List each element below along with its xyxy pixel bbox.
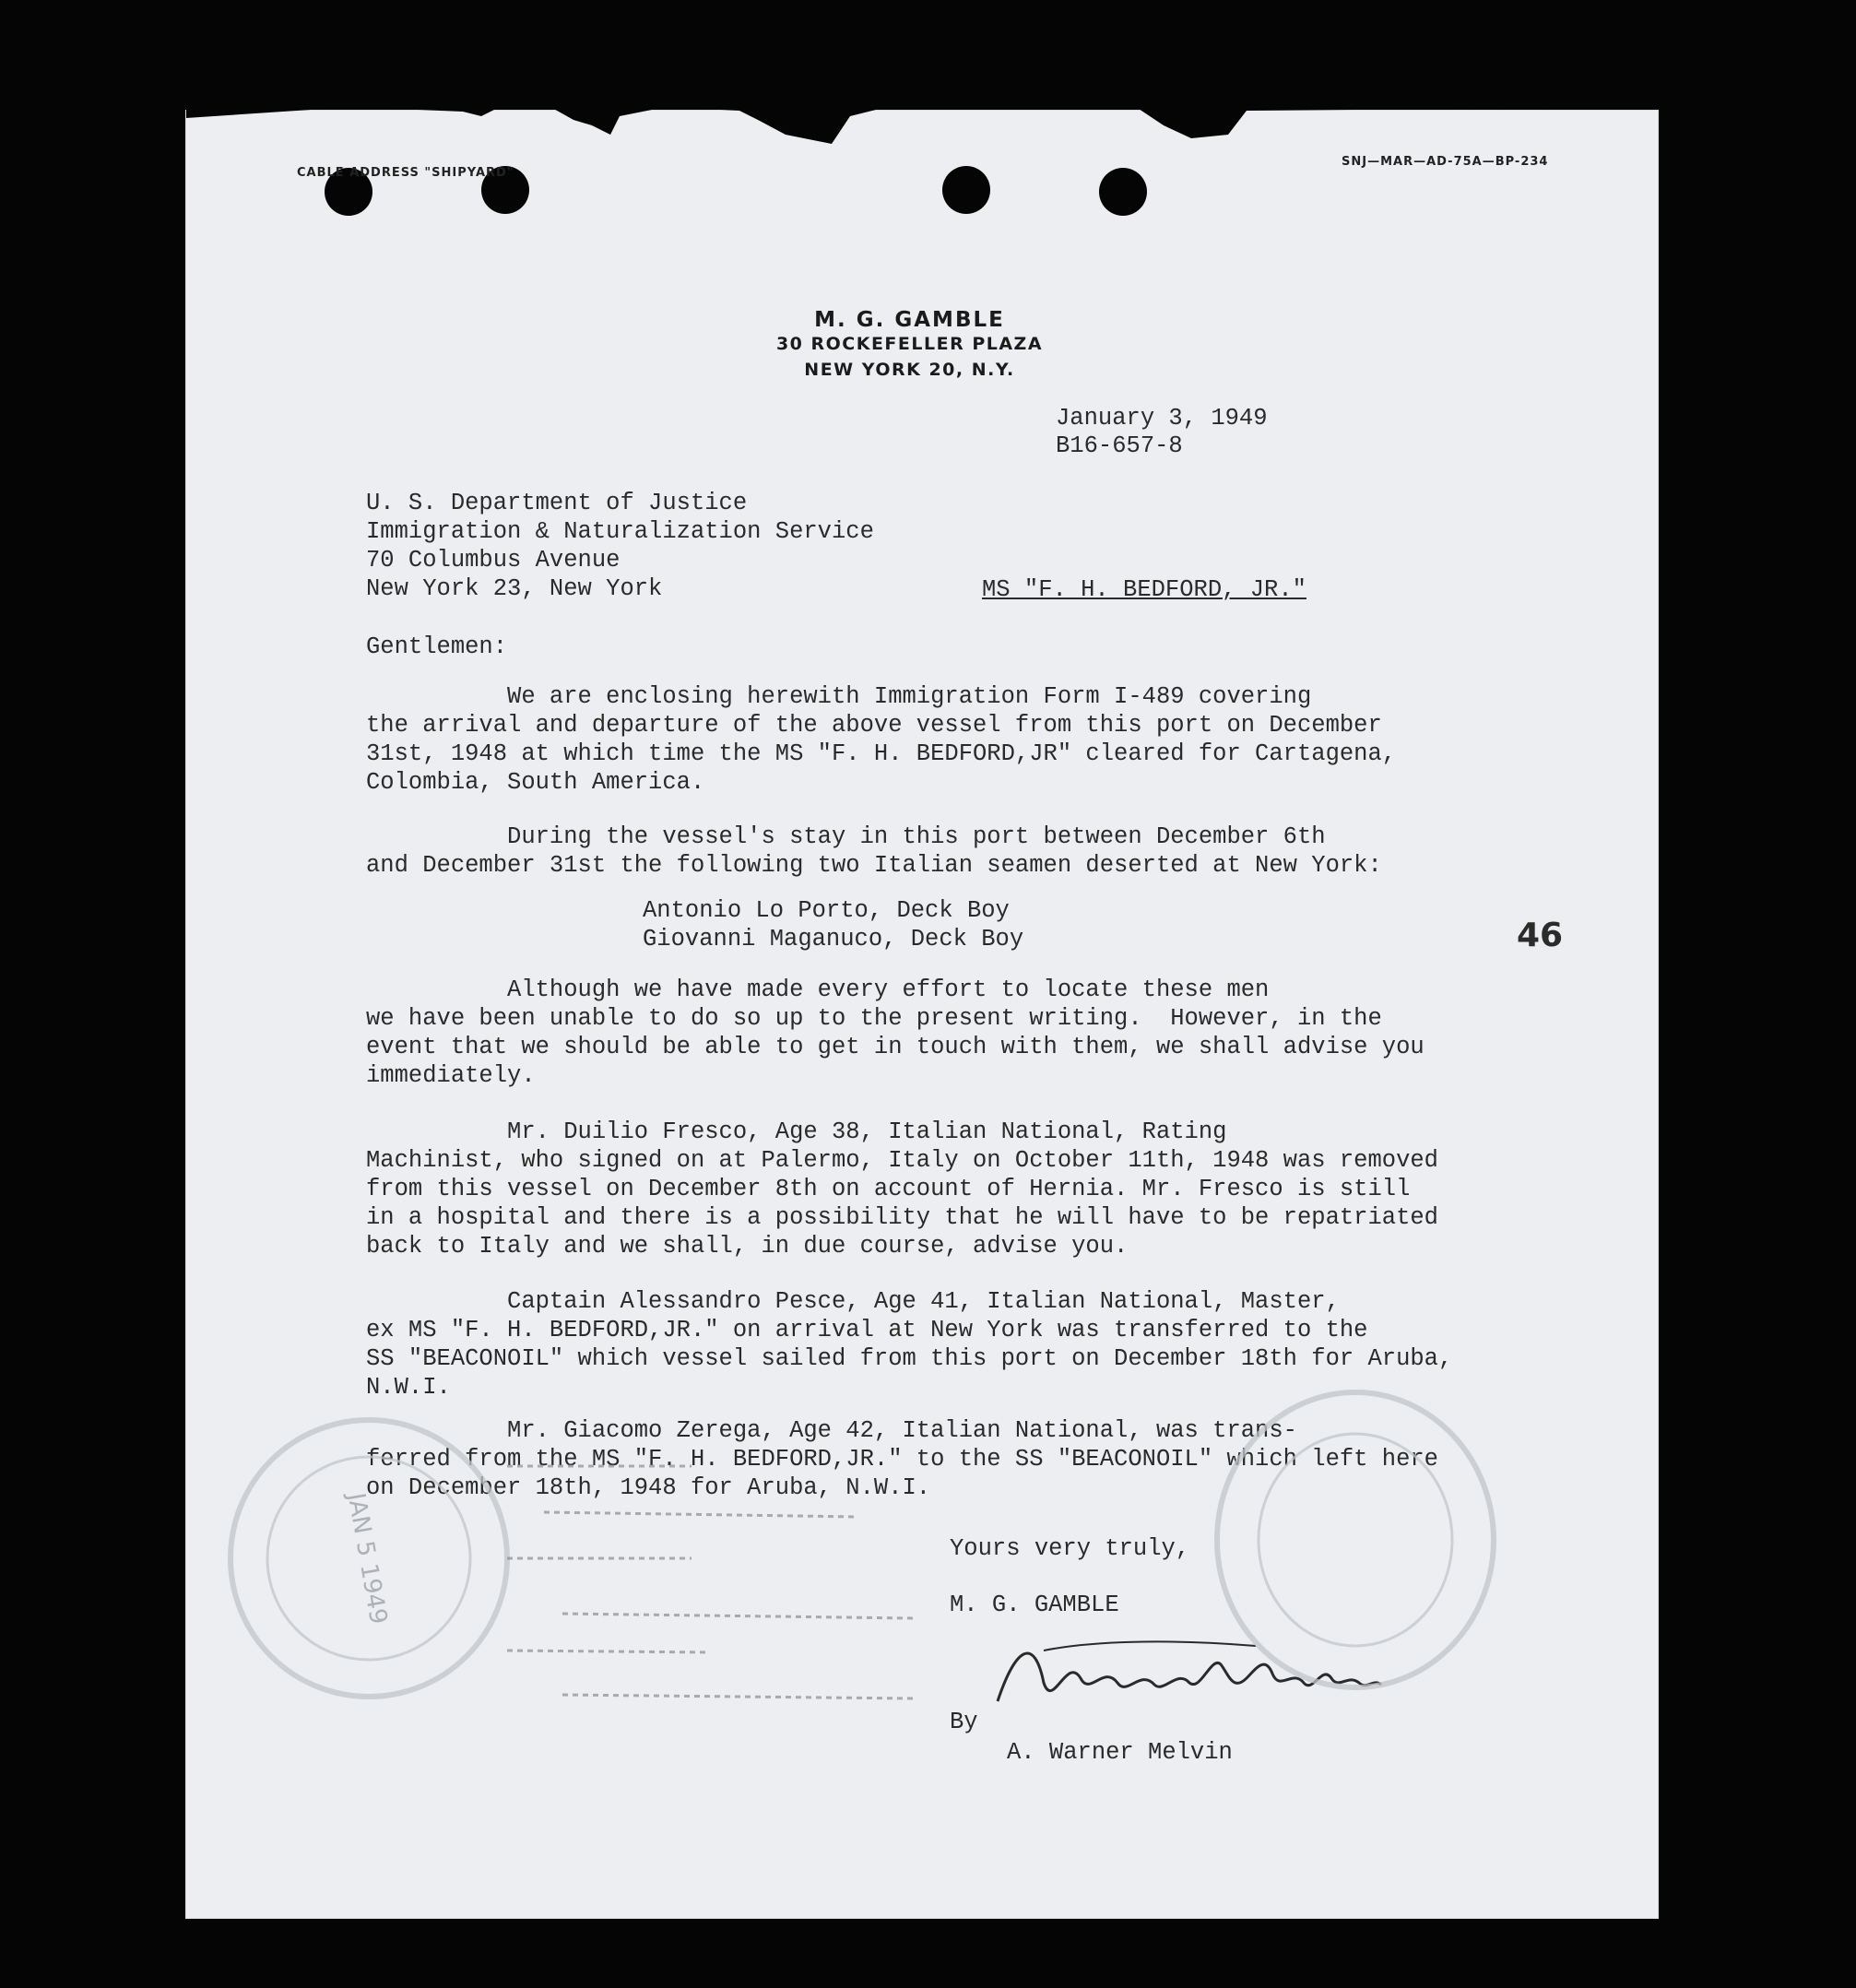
signer-name: A. Warner Melvin bbox=[1007, 1739, 1233, 1766]
body-line: Although we have made every effort to locate these men bbox=[366, 976, 1270, 1003]
subject-line: MS "F. H. BEDFORD, JR." bbox=[982, 576, 1306, 603]
body-line: event that we should be able to get in touch with them, we shall advise you bbox=[366, 1034, 1425, 1060]
received-stamp bbox=[221, 1411, 516, 1706]
complimentary-close: Yours very truly, bbox=[950, 1535, 1190, 1562]
deserter-item: Giovanni Maganuco, Deck Boy bbox=[643, 926, 1024, 953]
form-code: SNJ—MAR—AD-75A—BP-234 bbox=[1342, 155, 1549, 169]
immigration-stamp bbox=[1208, 1383, 1503, 1697]
body-line: SS "BEACONOIL" which vessel sailed from this port on December 18th for Aruba, bbox=[366, 1345, 1453, 1372]
torn-edge bbox=[186, 107, 1658, 162]
body-line: During the vessel's stay in this port between December 6th bbox=[366, 823, 1326, 850]
recipient-line: 70 Columbus Avenue bbox=[366, 547, 621, 574]
body-line: 31st, 1948 at which time the MS "F. H. BEDFORD,JR" cleared for Cartagena, bbox=[366, 740, 1397, 767]
body-line: back to Italy and we shall, in due course, advise you. bbox=[366, 1233, 1129, 1260]
cable-address: CABLE ADDRESS "SHIPYARD" bbox=[297, 166, 514, 180]
body-line: the arrival and departure of the above vessel from this port on December bbox=[366, 712, 1382, 739]
punch-hole bbox=[942, 166, 990, 214]
body-line: in a hospital and there is a possibility that he will have to be repatriated bbox=[366, 1204, 1438, 1231]
body-line: N.W.I. bbox=[366, 1374, 451, 1401]
closing-by: By bbox=[950, 1709, 978, 1735]
recipient-line: Immigration & Naturalization Service bbox=[366, 518, 874, 545]
svg-text:JAN 5 1949: JAN 5 1949 bbox=[341, 1490, 393, 1627]
letter-date: January 3, 1949 bbox=[1056, 405, 1268, 432]
body-line: Mr. Giacomo Zerega, Age 42, Italian National, was trans- bbox=[366, 1417, 1297, 1444]
body-line: Colombia, South America. bbox=[366, 769, 705, 796]
body-line: we have been unable to do so up to the present writing. However, in the bbox=[366, 1005, 1382, 1032]
reference-number: B16-657-8 bbox=[1056, 432, 1183, 459]
deserter-item: Antonio Lo Porto, Deck Boy bbox=[643, 897, 1010, 924]
stamp-marks bbox=[489, 1457, 931, 1734]
body-line: ex MS "F. H. BEDFORD,JR." on arrival at New York was transferred to the bbox=[366, 1317, 1368, 1343]
letterhead-name: M. G. GAMBLE bbox=[814, 308, 1005, 332]
body-line: Mr. Duilio Fresco, Age 38, Italian National, Rating bbox=[366, 1118, 1227, 1145]
body-line: immediately. bbox=[366, 1062, 536, 1089]
page-number: 46 bbox=[1517, 917, 1564, 954]
letterhead-city: NEW YORK 20, N.Y. bbox=[804, 360, 1015, 380]
recipient-line: New York 23, New York bbox=[366, 575, 663, 602]
body-line: and December 31st the following two Italian seamen deserted at New York: bbox=[366, 852, 1382, 879]
body-line: on December 18th, 1948 for Aruba, N.W.I. bbox=[366, 1474, 931, 1501]
body-line: Machinist, who signed on at Palermo, Italy on October 11th, 1948 was removed bbox=[366, 1147, 1438, 1174]
body-line: Captain Alessandro Pesce, Age 41, Italian National, Master, bbox=[366, 1288, 1340, 1315]
body-line: ferred from the MS "F. H. BEDFORD,JR." to the SS "BEACONOIL" which left here bbox=[366, 1446, 1438, 1473]
letterhead-street: 30 ROCKEFELLER PLAZA bbox=[775, 334, 1044, 354]
body-line: We are enclosing herewith Immigration Form I-489 covering bbox=[366, 683, 1312, 710]
salutation: Gentlemen: bbox=[366, 633, 508, 660]
punch-hole bbox=[1099, 168, 1147, 216]
recipient-line: U. S. Department of Justice bbox=[366, 490, 748, 516]
closing-company: M. G. GAMBLE bbox=[950, 1592, 1119, 1618]
body-line: from this vessel on December 8th on account of Hernia. Mr. Fresco is still bbox=[366, 1176, 1411, 1202]
